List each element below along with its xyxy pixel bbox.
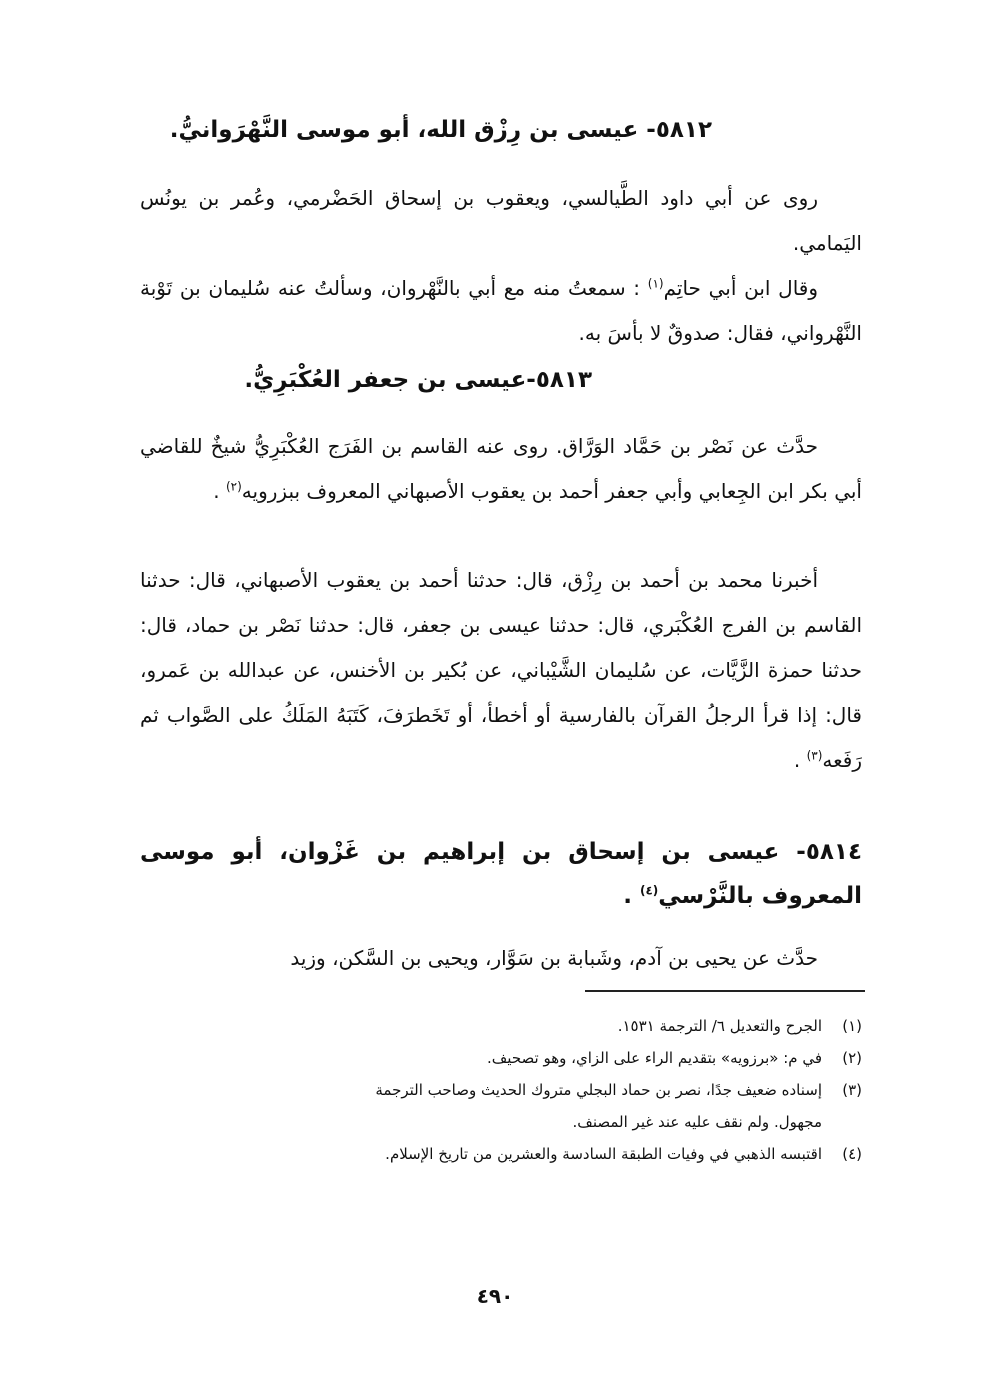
footnote-text: اقتبسه الذهبي في وفيات الطبقة السادسة والعشرين من تاريخ الإسلام. (385, 1145, 822, 1163)
footnote-1 (140, 1010, 862, 1042)
entry-5814-paragraph-1: حدَّث عن يحيى بن آدم، وشَبابة بن سَوَّار، ويحيى بن السَّكن، وزيد (290, 946, 818, 970)
page-number: ٤٩٠ (476, 1284, 514, 1308)
entry-5813-paragraph-2 (140, 558, 862, 783)
footnote-text: إسناده ضعيف جدًا، نصر بن حماد البجلي متروك الحديث وصاحب الترجمة (375, 1081, 822, 1099)
paragraph-text: . (213, 479, 226, 503)
footnotes-section (140, 1010, 862, 1170)
title-text: . (623, 883, 640, 909)
footnote-marker-1[interactable]: (١) (647, 276, 664, 291)
paragraph-text: وقال ابن أبي حاتِم (663, 276, 818, 300)
footnote-text: الجرح والتعديل ٦/ الترجمة ١٥٣١. (617, 1017, 822, 1035)
footnote-divider (585, 990, 865, 992)
footnote-3-continuation: مجهول. ولم نقف عليه عند غير المصنف. (572, 1113, 822, 1131)
footnote-2 (140, 1042, 862, 1074)
footnote-number: (٣) (842, 1081, 862, 1099)
paragraph-text: أخبرنا محمد بن أحمد بن رِزْق، قال: حدثنا أحمد بن يعقوب الأصبهاني، قال: حدثنا القاسم بن الفرج العُكْبَري، قال: حدثنا عيسى بن جعفر، قال: حدثنا نَصْر بن حماد، قال: حدثنا حمزة الزَّيَّات، عن سُليمان الشَّيْباني، عن بُكير بن الأخنس، عن عبدالله بن عَمرو، قال: إذا قرأ الرجلُ القرآن بالفارسية أو أخطأ، أو تَخَطرَفَ، كَتَبَهُ المَلَكُ على الصَّواب ثم رَفَعه (140, 568, 862, 772)
entry-title-5814 (140, 830, 862, 918)
paragraph-text: : سمعتُ منه مع أبي بالنَّهْروان، وسألتُ عنه سُليمان بن تَوْبة النَّهْرواني، فقال: صدوقٌ لا بأسَ به. (140, 276, 862, 345)
entry-5813-paragraph-1 (140, 424, 862, 514)
footnote-4 (140, 1138, 862, 1170)
footnote-3 (140, 1074, 862, 1106)
title-text: ٥٨١٤- عيسى بن إسحاق بن إبراهيم بن غَزْوان، أبو موسى المعروف بالنَّرْسي (140, 839, 862, 909)
footnote-number: (٢) (842, 1049, 862, 1067)
entry-title-5812: ٥٨١٢- عيسى بن رِزْق الله، أبو موسى النَّهْرَوانيُّ. (169, 117, 712, 143)
footnote-marker-3[interactable]: (٣) (806, 748, 823, 763)
entry-title-5813: ٥٨١٣-عيسى بن جعفر العُكْبَرِيُّ. (244, 367, 592, 393)
footnote-number: (٤) (842, 1145, 862, 1163)
paragraph-text: . (793, 748, 807, 772)
entry-5812-paragraph-2 (140, 266, 862, 356)
footnote-number: (١) (842, 1017, 862, 1035)
footnote-text: في م: «برزويه» بتقديم الراء على الزاي، وهو تصحيف. (487, 1049, 822, 1067)
paragraph-text: حدَّث عن نَصْر بن حَمَّاد الوَرَّاق. روى عنه القاسم بن الفَرَج العُكْبَرِيُّ شيخٌ للقاضي أبي بكر ابن الجِعابي وأبي جعفر أحمد بن يعقوب الأصبهاني المعروف ببزرويه (140, 434, 862, 503)
entry-5812-paragraph-1: روى عن أبي داود الطَّيالسي، ويعقوب بن إسحاق الحَضْرمي، وعُمر بن يونُس اليَمامي. (140, 186, 862, 255)
footnote-marker-4[interactable]: (٤) (639, 883, 659, 898)
footnote-marker-2[interactable]: (٢) (225, 479, 242, 494)
